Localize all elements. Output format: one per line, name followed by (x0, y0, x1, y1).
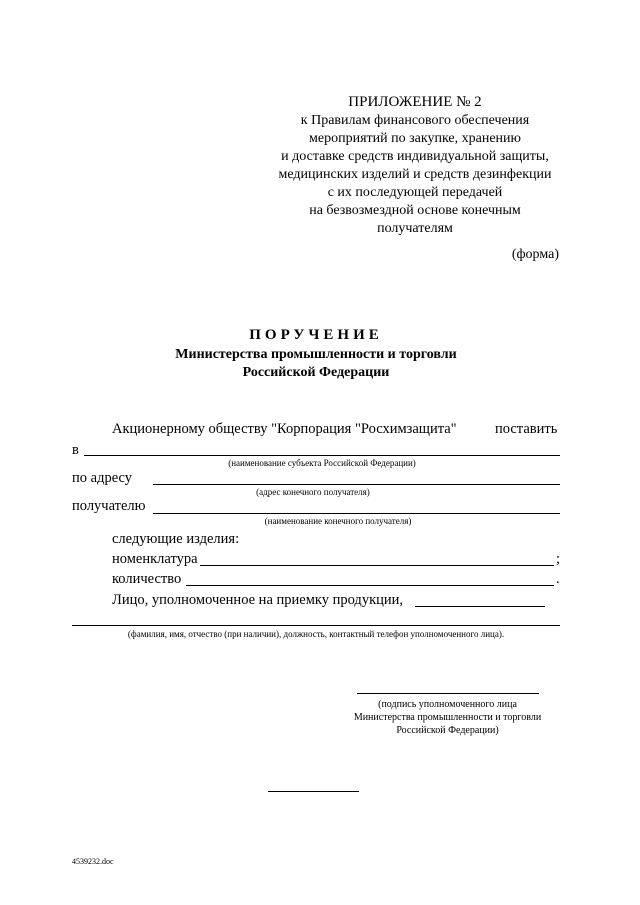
appendix-line: получателям (377, 221, 453, 236)
footer-doc-id: 4539232.doc (72, 857, 114, 866)
appendix-line: медицинских изделий и средств дезинфекции (278, 167, 552, 182)
caption-subject: (наименование субъекта Российской Федерации) (228, 458, 416, 468)
appendix-line: мероприятий по закупке, хранению (309, 131, 521, 146)
signature-caption-2: Министерства промышленности и торговли (353, 712, 542, 723)
intro-text: Акционерному обществу "Корпорация "Росхимзащита" (112, 421, 457, 437)
nomenclature-label: номенклатура (112, 551, 198, 567)
nomenclature-field-line[interactable] (200, 565, 554, 566)
document-subtitle: Министерства промышленности и торговли (175, 347, 457, 362)
document-subtitle-2: Российской Федерации (242, 365, 390, 380)
quantity-field-line[interactable] (186, 585, 554, 586)
appendix-block (250, 92, 580, 238)
appendix-line: к Правилам финансового обеспечения (300, 113, 530, 128)
authorized-label: Лицо, уполномоченное на приемку продукции, (112, 592, 404, 608)
appendix-line: с их последующей передачей (327, 185, 503, 200)
authorized-field-line[interactable] (415, 606, 545, 607)
address-label: по адресу (72, 470, 132, 486)
appendix-line: на безвозмездной основе конечным (309, 203, 521, 218)
caption-address: (адрес конечного получателя) (256, 487, 370, 497)
signature-caption-1: (подпись уполномоченного лица (378, 699, 517, 710)
document-title: ПОРУЧЕНИЕ (249, 327, 383, 343)
address-field-line[interactable] (153, 484, 560, 485)
quantity-end: . (556, 571, 560, 587)
recipient-field-line[interactable] (153, 513, 560, 514)
products-label: следующие изделия: (112, 531, 240, 547)
caption-authorized: (фамилия, имя, отчество (при наличии), должность, контактный телефон уполномоченного лица). (127, 629, 505, 639)
caption-recipient: (наименование конечного получателя) (264, 516, 412, 526)
signature-line[interactable] (357, 693, 539, 694)
form-label: (форма) (511, 247, 559, 262)
subject-field-line[interactable] (84, 455, 560, 456)
prefix-v: в (72, 442, 79, 458)
closing-separator (268, 791, 359, 792)
nomenclature-end: ; (556, 551, 561, 567)
quantity-label: количество (112, 571, 182, 587)
intro-text-right: поставить (495, 421, 558, 437)
authorized-details-line[interactable] (72, 625, 560, 626)
appendix-line: и доставке средств индивидуальной защиты, (281, 149, 549, 164)
signature-caption-3: Российской Федерации) (396, 725, 499, 736)
recipient-label: получателю (72, 498, 146, 514)
appendix-heading: ПРИЛОЖЕНИЕ № 2 (348, 94, 482, 110)
